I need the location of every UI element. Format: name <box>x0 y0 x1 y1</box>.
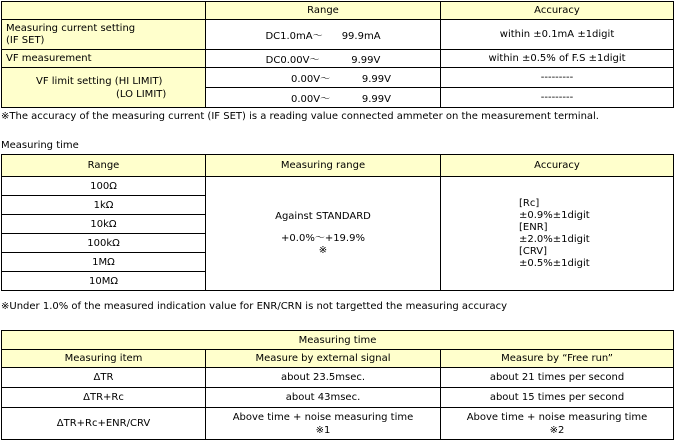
range-cell-1kohm: 1kΩ <box>2 196 206 215</box>
accuracy-rc-label: [Rc] <box>519 197 540 209</box>
label-vf-measurement: VF measurement <box>2 50 206 68</box>
spec-header-blank <box>2 2 206 20</box>
time-table-title: Measuring time <box>2 331 674 350</box>
time-header-free-run: Measure by “Free run” <box>441 350 674 368</box>
measuring-time-table <box>1 330 674 440</box>
label-if-set-line1: Measuring current setting <box>6 22 136 34</box>
time-item-dtr: ΔTR <box>2 368 206 388</box>
time-item-dtr-rc-enr-crv: ΔTR+Rc+ENR/CRV <box>2 408 206 440</box>
range-if-set: DC1.0mA〜 99.9mA <box>206 20 441 50</box>
measuring-range-note-mark: ※ <box>318 244 328 256</box>
time-free-dtr: about 21 times per second <box>441 368 674 388</box>
time-header-item: Measuring item <box>2 350 206 368</box>
label-vf-limit-hi: VF limit setting (HI LIMIT) <box>36 75 163 87</box>
measuring-range-standard: Against STANDARD <box>275 210 371 222</box>
time-header-external: Measure by external signal <box>206 350 441 368</box>
note-enr-crn: ※Under 1.0% of the measured indication value for ENR/CRN is not targetted the measuring accuracy <box>1 301 508 312</box>
accuracy-cell <box>441 177 674 291</box>
time-external-dtr-rc: about 43msec. <box>206 388 441 408</box>
range-cell-100kohm: 100kΩ <box>2 234 206 253</box>
range-header-measuring-range: Measuring range <box>206 155 441 177</box>
accuracy-crv-value: ±0.5%±1digit <box>519 257 590 269</box>
label-if-set <box>2 20 206 50</box>
label-if-set-line2: (IF SET) <box>6 34 45 46</box>
time-free-dtr-rc: about 15 times per second <box>441 388 674 408</box>
accuracy-if-set: within ±0.1mA ±1digit <box>441 20 674 50</box>
label-vf-limit-lo: (LO LIMIT) <box>116 88 167 100</box>
accuracy-vf-limit-lo: --------- <box>441 88 674 108</box>
measuring-range-percent: +0.0%〜+19.9% <box>281 232 365 244</box>
accuracy-enr-value: ±2.0%±1digit <box>519 233 590 245</box>
range-cell-1mohm: 1MΩ <box>2 253 206 272</box>
accuracy-crv-label: [CRV] <box>519 245 548 257</box>
accuracy-vf-limit-hi: --------- <box>441 68 674 88</box>
range-vf-limit-lo: 0.00V〜 9.99V <box>206 88 441 108</box>
range-cell-10mohm: 10MΩ <box>2 272 206 291</box>
accuracy-rc-value: ±0.9%±1digit <box>519 209 590 221</box>
time-external-dtr: about 23.5msec. <box>206 368 441 388</box>
accuracy-vf-measurement: within ±0.5% of F.S ±1digit <box>441 50 674 68</box>
time-free-line2: ※2 <box>549 424 565 436</box>
accuracy-enr-label: [ENR] <box>519 221 548 233</box>
time-item-dtr-rc: ΔTR+Rc <box>2 388 206 408</box>
range-header-range: Range <box>2 155 206 177</box>
time-external-line2: ※1 <box>315 424 331 436</box>
range-cell-100ohm: 100Ω <box>2 177 206 196</box>
label-vf-limit <box>2 68 206 108</box>
range-vf-limit-hi: 0.00V〜 9.99V <box>206 68 441 88</box>
time-external-dtr-rc-enr-crv <box>206 408 441 440</box>
range-vf-measurement: DC0.00V〜 9.99V <box>206 50 441 68</box>
time-external-line1: Above time + noise measuring time <box>232 411 414 423</box>
spec-header-range: Range <box>206 2 441 20</box>
section-title-measuring-time: Measuring time <box>1 140 79 151</box>
note-if-set: ※The accuracy of the measuring current (IF SET) is a reading value connected ammeter on the measurement terminal. <box>1 111 599 122</box>
time-free-line1: Above time + noise measuring time <box>466 411 648 423</box>
spec-table <box>1 1 674 108</box>
range-header-accuracy: Accuracy <box>441 155 674 177</box>
spec-header-accuracy: Accuracy <box>441 2 674 20</box>
range-cell-10kohm: 10kΩ <box>2 215 206 234</box>
range-table <box>1 154 674 291</box>
measuring-range-cell <box>206 177 441 291</box>
time-free-dtr-rc-enr-crv <box>441 408 674 440</box>
